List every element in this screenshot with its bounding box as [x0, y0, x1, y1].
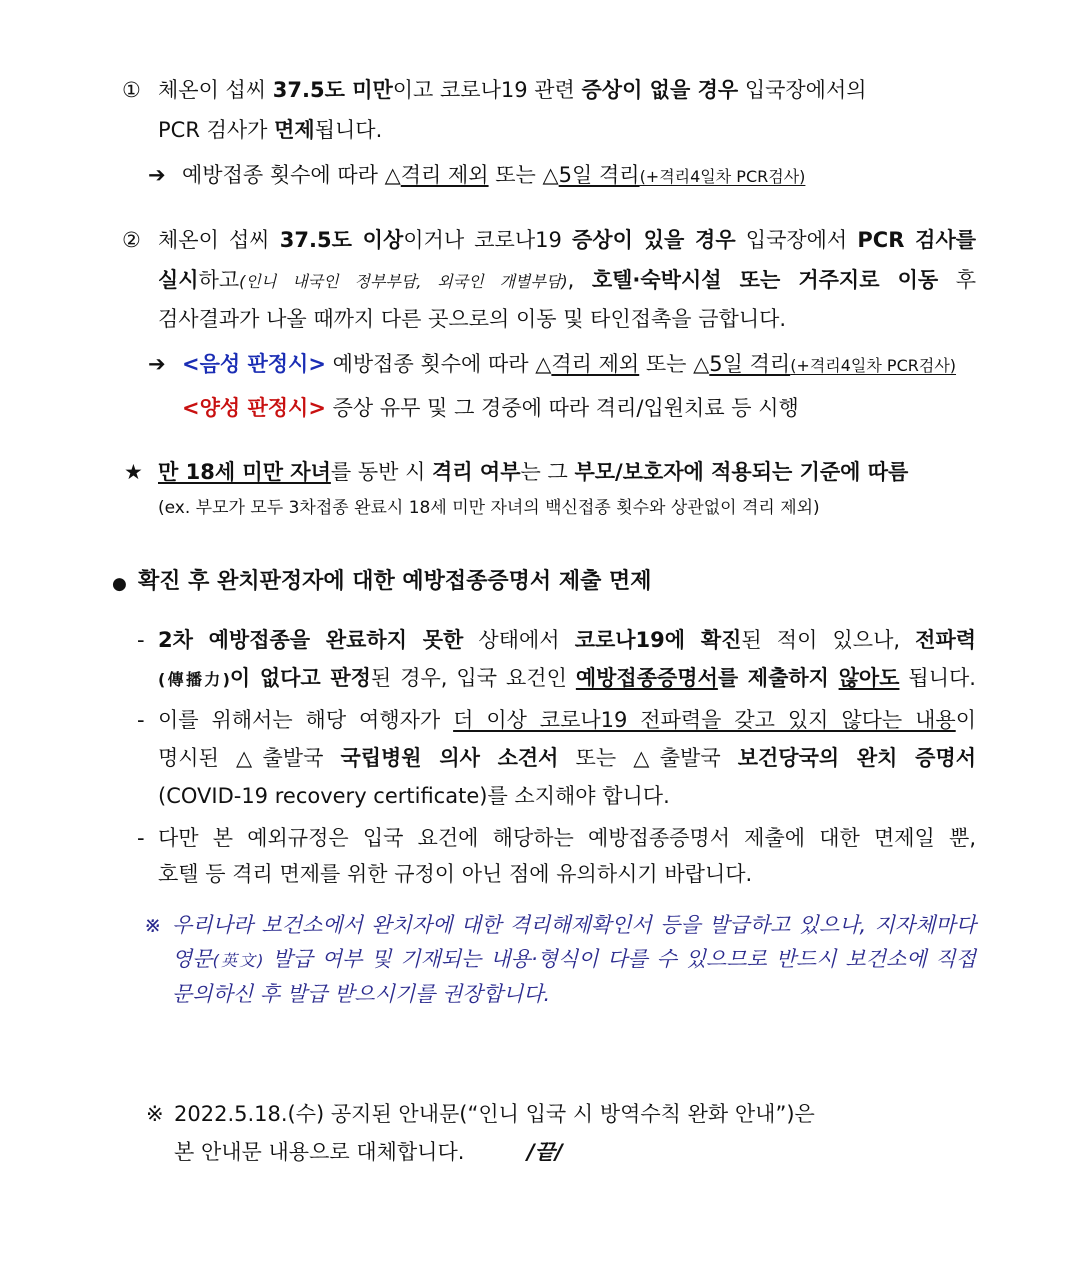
arrow-icon: ➔ — [148, 163, 166, 187]
dash2-line3: (COVID-19 recovery certificate)를 소지해야 합니다. — [158, 784, 670, 808]
end-mark: /끝/ — [527, 1140, 563, 1164]
note-line2: 영문(英文) 발급 여부 및 기재되는 내용·형식이 다를 수 있으므로 반드시 보건소에 직접 — [172, 947, 976, 971]
item2-line2: 실시하고(인니 내국인 정부부담, 외국인 개별부담), 호텔·숙박시설 또는 거주지로 이동 후 — [158, 268, 976, 292]
dash2-line1: 이를 위해서는 해당 여행자가 더 이상 코로나19 전파력을 갖고 있지 않다는 내용이 — [158, 708, 976, 732]
item1-line1: 체온이 섭씨 37.5도 미만이고 코로나19 관련 증상이 없을 경우 입국장에서의 — [158, 78, 867, 102]
item2-line1: 체온이 섭씨 37.5도 이상이거나 코로나19 증상이 있을 경우 입국장에서 PCR 검사를 — [158, 228, 977, 252]
note-line1: 우리나라 보건소에서 완치자에 대한 격리해제확인서 등을 발급하고 있으나, 지자체마다 — [172, 913, 976, 937]
dash1-line2: (傳播力)이 없다고 판정된 경우, 입국 요건인 예방접종증명서를 제출하지 않아도 됩니다. — [158, 666, 976, 690]
note-line3: 문의하신 후 발급 받으시기를 권장합니다. — [172, 982, 551, 1006]
footer-line2: 본 안내문 내용으로 대체합니다. — [174, 1140, 465, 1164]
section-title: 확진 후 완치판정자에 대한 예방접종증명서 제출 면제 — [138, 569, 652, 594]
dash3-line2: 호텔 등 격리 면제를 위한 규정이 아닌 점에 유의하시기 바랍니다. — [158, 862, 753, 886]
circled-number-1: ① — [122, 78, 141, 102]
note-mark: ※ — [144, 913, 162, 937]
star-icon: ★ — [124, 460, 143, 484]
item2-line3: 검사결과가 나올 때까지 다른 곳으로의 이동 및 타인접촉을 금합니다. — [158, 307, 787, 331]
arrow-icon: ➔ — [148, 352, 166, 376]
negative-result-line: <음성 판정시> 예방접종 횟수에 따라 △격리 제외 또는 △5일 격리(+격리4일차 PCR검사) — [182, 352, 957, 376]
dash-marker: - — [137, 628, 145, 652]
dash1-line1: 2차 예방접종을 완료하지 못한 상태에서 코로나19에 확진된 적이 있으나, 전파력 — [158, 628, 977, 652]
bullet-icon: ● — [112, 574, 127, 594]
dash3-line1: 다만 본 예외규정은 입국 요건에 해당하는 예방접종증명서 제출에 대한 면제일 뿐, — [158, 826, 976, 850]
footer-mark: ※ — [146, 1102, 164, 1126]
circled-number-2: ② — [122, 228, 141, 252]
item1-arrow-line: 예방접종 횟수에 따라 △격리 제외 또는 △5일 격리(+격리4일차 PCR검사) — [182, 163, 806, 187]
dash2-line2: 명시된 △출발국 국립병원 의사 소견서 또는 △출발국 보건당국의 완치 증명서 — [158, 746, 977, 770]
dash-marker: - — [137, 708, 145, 732]
star-example: (ex. 부모가 모두 3차접종 완료시 18세 미만 자녀의 백신접종 횟수와 상관없이 격리 제외) — [158, 498, 820, 518]
item1-line2: PCR 검사가 면제됩니다. — [158, 118, 383, 142]
footer-line1: 2022.5.18.(수) 공지된 안내문(“인니 입국 시 방역수칙 완화 안내”)은 — [174, 1102, 815, 1126]
dash-marker: - — [137, 826, 145, 850]
positive-result-line: <양성 판정시> 증상 유무 및 그 경중에 따라 격리/입원치료 등 시행 — [182, 396, 799, 420]
star-line: 만 18세 미만 자녀를 동반 시 격리 여부는 그 부모/보호자에 적용되는 기준에 따름 — [158, 460, 909, 484]
